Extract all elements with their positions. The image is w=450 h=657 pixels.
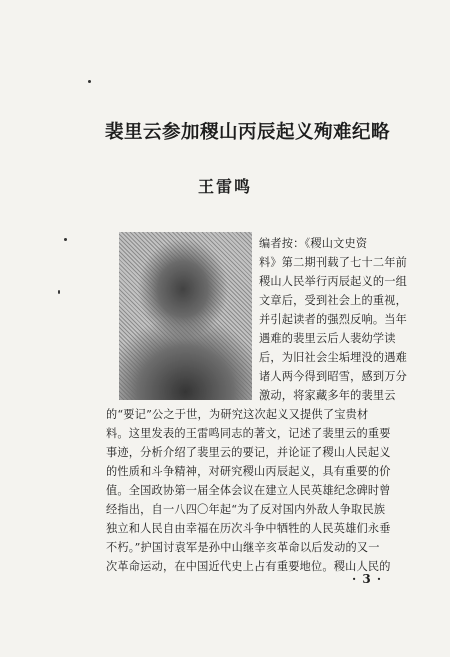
text-line: 编者按：《稷山文史资 [259,237,368,250]
text-line: 经指出，自一八四〇年起“为了反对国内外敌人争取民族 [106,503,386,516]
portrait-photo [119,232,252,400]
scan-speck [58,290,60,294]
text-line: 独立和人民自由幸福在历次斗争中牺牲的人民英雄们永垂 [106,522,391,535]
page-number: · 3 · [352,572,383,586]
text-line: 料》第二期刊载了七十二年前 [259,256,408,269]
text-line: 稷山人民举行丙辰起义的一组 [259,275,408,288]
text-line: 不朽。”护国讨袁军是孙中山继辛亥革命以后发动的又一 [106,541,380,554]
scan-speck [64,238,67,241]
text-line: 遇难的裴里云后人裴幼学读 [259,332,396,345]
text-line: 的性质和斗争精神，对研究稷山丙辰起义，具有重要的价 [106,465,391,478]
text-line: 后，为旧社会尘垢埋没的遇难 [259,351,408,364]
text-line: 诸人两今得到昭雪，感到万分 [259,370,408,383]
text-line: 料。这里发表的王雷鸣同志的著文，记述了裴里云的重要 [106,427,391,440]
text-line: 次革命运动，在中国近代史上占有重要地位。稷山人民的 [106,560,391,573]
scan-speck [88,80,91,83]
text-line: 值。全国政协第一届全体会议在建立人民英雄纪念碑时曾 [106,484,391,497]
text-line: 并引起读者的强烈反响。当年 [259,313,408,326]
text-line: 文章后，受到社会上的重视， [259,294,408,307]
text-line: 的“要记”公之于世，为研究这次起义又提供了宝贵材 [106,408,369,421]
text-line: 事迹，分析介绍了裴里云的要记，并论证了稷山人民起义 [106,446,391,459]
article-author: 王雷鸣 [197,177,252,196]
text-line: 激动，将家藏多年的裴里云 [259,389,396,402]
article-title: 裴里云参加稷山丙辰起义殉难纪略 [105,122,391,143]
